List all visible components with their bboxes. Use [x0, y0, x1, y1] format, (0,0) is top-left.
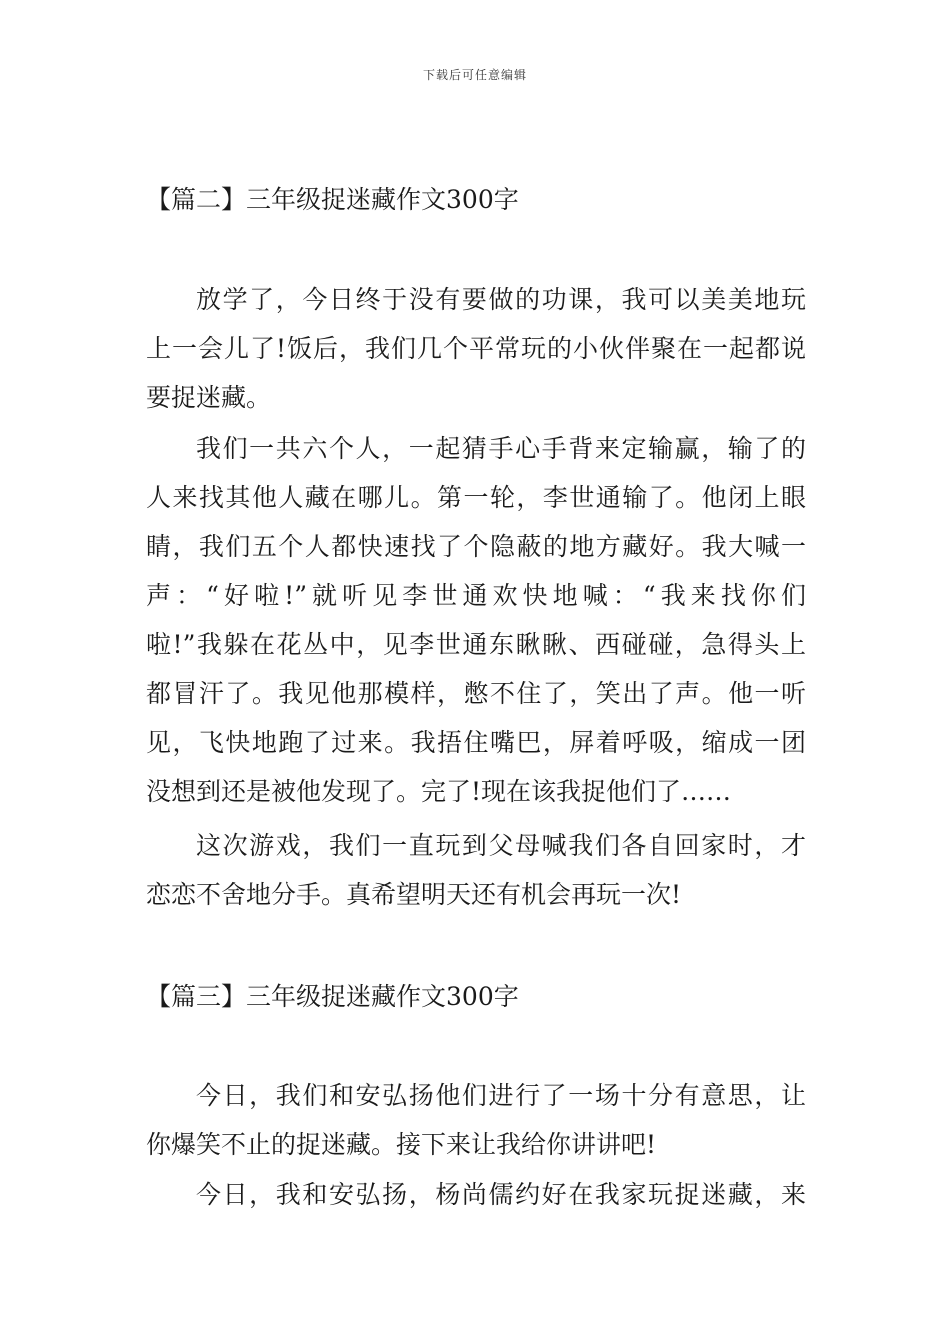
- text-line: 你爆笑不止的捉迷藏。接下来让我给你讲讲吧!: [146, 1130, 657, 1159]
- text-line: 人来找其他人藏在哪儿。第一轮，李世通输了。他闭上眼: [146, 483, 806, 512]
- section-heading: 【篇三】三年级捉迷藏作文300字: [146, 982, 519, 1011]
- text-line: 恋恋不舍地分手。真希望明天还有机会再玩一次!: [146, 880, 682, 909]
- text-line: 都冒汗了。我见他那模样，憋不住了，笑出了声。他一听: [146, 679, 806, 708]
- paragraph: [146, 424, 806, 816]
- text-line: 睛，我们五个人都快速找了个隐蔽的地方藏好。我大喊一: [146, 532, 806, 561]
- header-note: 下载后可任意编辑: [422, 68, 527, 82]
- paragraph: [146, 1071, 806, 1169]
- text-line: 今日，我们和安弘扬他们进行了一场十分有意思，让: [196, 1081, 806, 1110]
- text-line: 放学了，今日终于没有要做的功课，我可以美美地玩: [196, 285, 806, 314]
- text-line: 今日，我和安弘扬，杨尚儒约好在我家玩捉迷藏，来: [196, 1180, 806, 1209]
- text-line: 声：“好啦!”就听见李世通欢快地喊：“我来找你们: [146, 581, 806, 610]
- paragraph: [146, 1170, 806, 1219]
- text-line: 见，飞快地跑了过来。我捂住嘴巴，屏着呼吸，缩成一团: [146, 728, 806, 757]
- text-line: 我们一共六个人，一起猜手心手背来定输赢，输了的: [196, 434, 806, 463]
- text-line: 要捉迷藏。: [146, 383, 272, 412]
- text-line: 没想到还是被他发现了。完了!现在该我捉他们了……: [146, 777, 732, 806]
- text-line: 这次游戏，我们一直玩到父母喊我们各自回家时，才: [196, 831, 806, 860]
- paragraph: [146, 275, 806, 422]
- text-line: 上一会儿了!饭后，我们几个平常玩的小伙伴聚在一起都说: [146, 334, 806, 363]
- paragraph: [146, 821, 806, 919]
- section-heading: 【篇二】三年级捉迷藏作文300字: [146, 185, 519, 214]
- text-line: 啦!”我躲在花丛中，见李世通东瞅瞅、西碰碰，急得头上: [146, 630, 806, 659]
